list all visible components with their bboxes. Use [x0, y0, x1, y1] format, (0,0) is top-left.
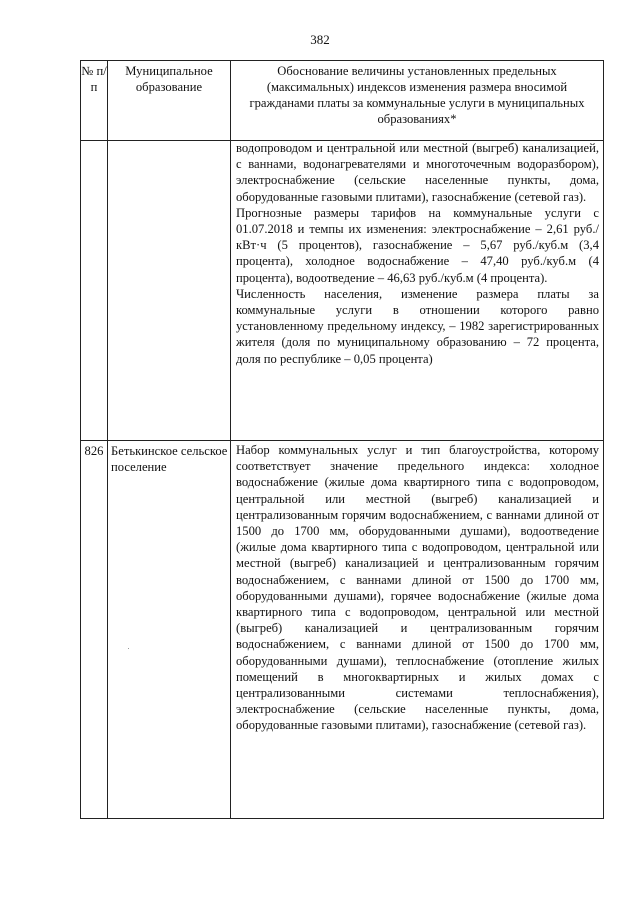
header-municipality	[108, 60, 230, 140]
document-table	[80, 60, 604, 819]
row-2-basis	[231, 441, 603, 818]
header-basis	[231, 60, 603, 140]
header-num	[81, 60, 107, 140]
row-1-municipality	[108, 140, 230, 440]
row-1-paragraph-1: водопроводом и центральной или местной (выгреб) канализацией, с ваннами, водонагревателями и многоточечным водоразбором), электроснабжение (сельские населенные пункты, дома, оборудованные газовыми плитами), газоснабжение (сетевой газ).	[236, 141, 599, 204]
row-2-paragraph-1: Набор коммунальных услуг и тип благоустройства, которому соответствует значение предельного индекса: холодное водоснабжение (жилые дома квартирного типа с водопроводом, центральной или местной (выгреб) канализацией и централизованным горячим водоснабжением, с ваннами длиной от 1500 до 1700 мм, оборудованными душами), водоотведение (жилые дома квартирного типа с водопроводом, центральной или местной (выгреб) канализацией и централизованным горячим водоснабжением, с ваннами длиной от 1500 до 1700 мм, оборудованными душами), горячее водоснабжение (жилые дома квартирного типа с водопроводом, центральной или местной (выгреб) канализацией и централизованным горячим водоснабжением, с ваннами длиной от 1500 до 1700 мм, оборудованными душами), теплоснабжение (отопление жилых помещений в многоквартирных и жилых домах с централизованными системами теплоснабжения), электроснабжение (сельские населенные пункты, дома, оборудованные газовыми плитами), газоснабжение (сетевой газ).	[236, 443, 599, 733]
header-num-text: № п/п	[81, 64, 107, 94]
header-municipality-text: Муниципальное образование	[125, 64, 213, 94]
row-2-municipality: Бетькинское сельское поселение	[111, 444, 228, 475]
page-number: 382	[310, 32, 330, 47]
row-1-num	[81, 140, 107, 440]
row-2-num: 826	[84, 444, 104, 458]
scan-speck	[128, 648, 129, 649]
row-1-basis	[231, 140, 603, 440]
header-basis-text: Обоснование величины установленных предельных (максимальных) индексов изменения размера вносимой гражданами платы за коммунальные услуги в муниципальных образованиях*	[249, 64, 585, 126]
row-1-paragraph-3: Численность населения, изменение размера платы за коммунальные услуги в отношении которого равно установленному предельному индексу, – 1982 зарегистрированных жителя (доля по муниципальному образованию – 72 процента, доля по республике – 0,05 процента)	[236, 286, 599, 366]
row-1-paragraph-2: Прогнозные размеры тарифов на коммунальные услуги с 01.07.2018 и темпы их изменения: электроснабжение – 2,61 руб./кВт·ч (5 процентов), газоснабжение – 5,67 руб./куб.м (3,4 процента), холодное водоснабжение – 47,40 руб./куб.м (4 процента), водоотведение – 46,63 руб./куб.м (4 процента).	[236, 205, 599, 285]
